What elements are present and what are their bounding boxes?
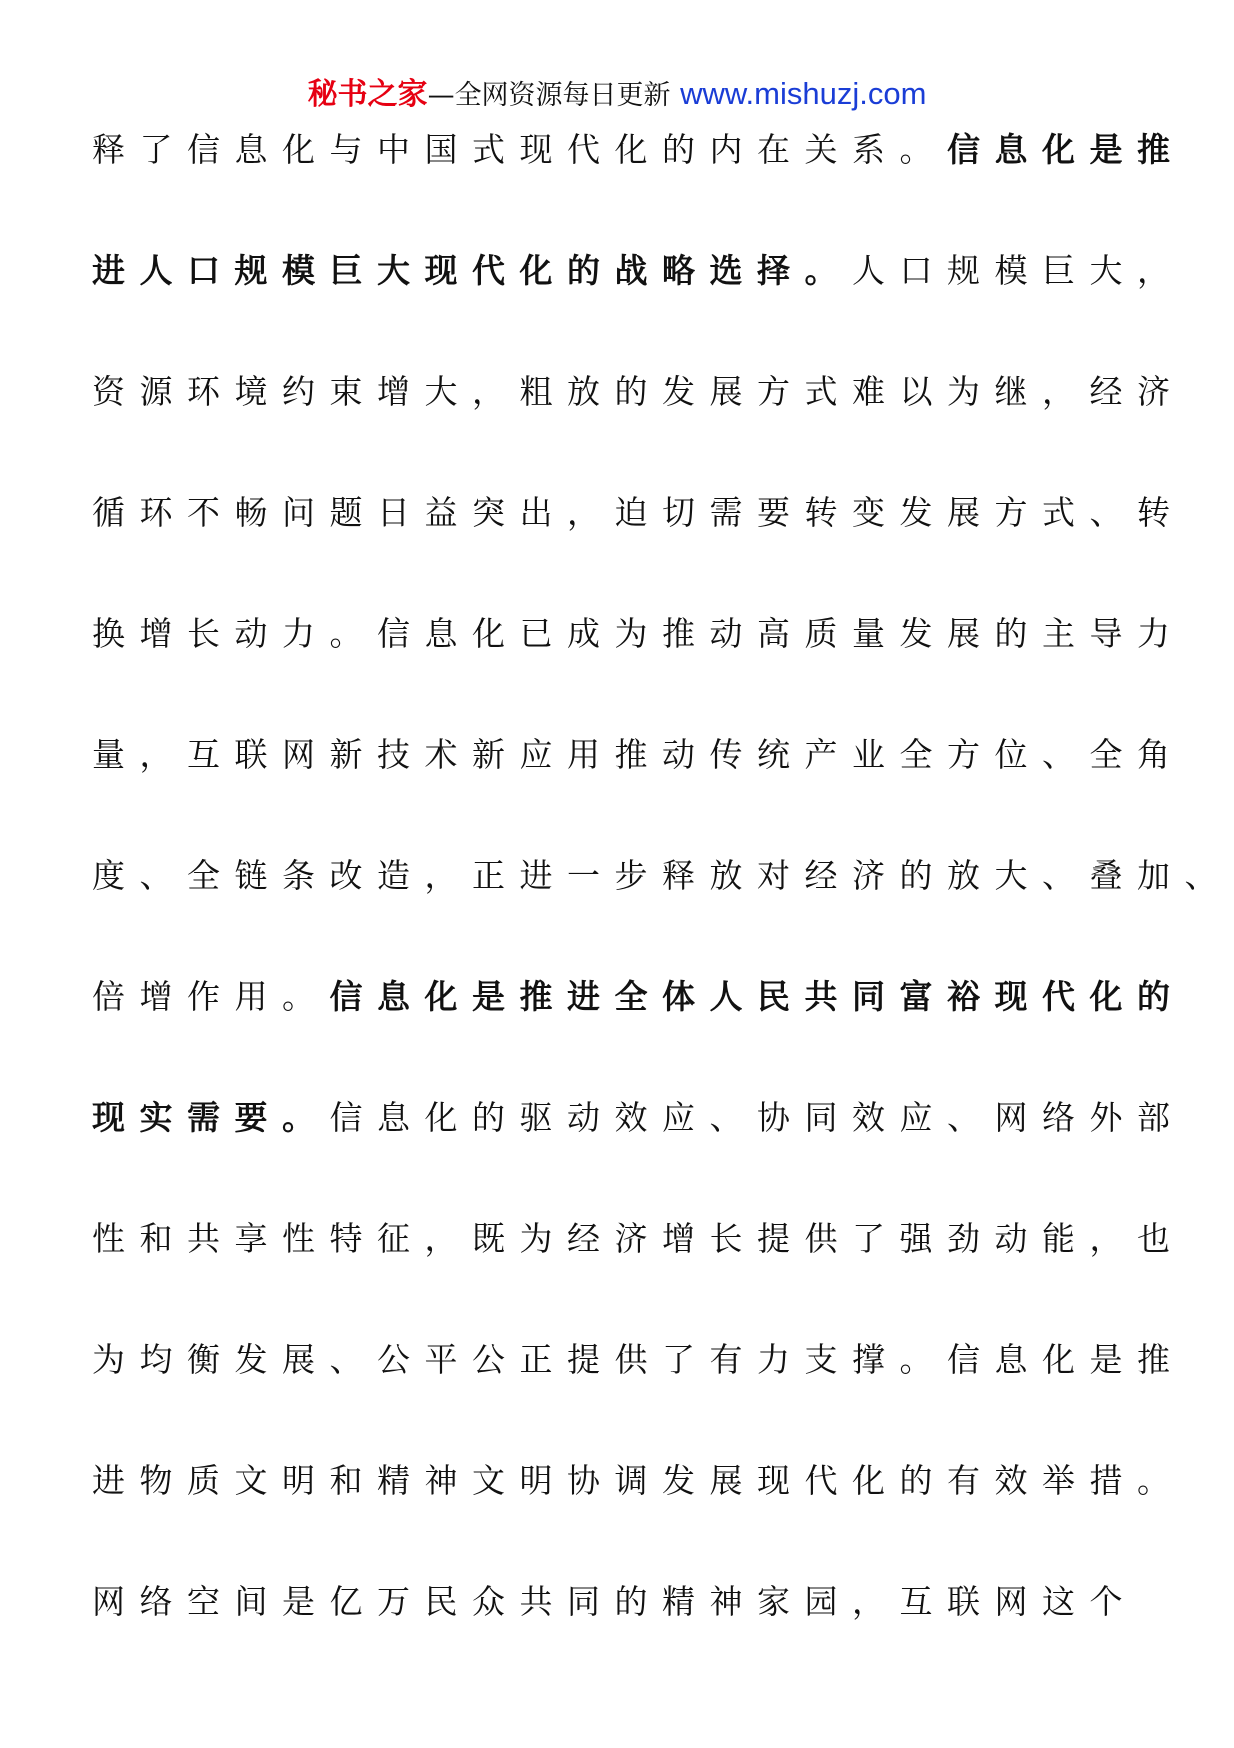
text-line — [92, 1088, 1185, 1209]
text-segment: 换增长动力。信息化已成为推动高质量发展的主导力 — [92, 614, 1185, 653]
text-line — [92, 1451, 1185, 1572]
text-line — [92, 120, 1185, 241]
text-line — [92, 846, 1232, 967]
text-segment: 循环不畅问题日益突出，迫切需要转变发展方式、转 — [92, 493, 1185, 532]
text-segment: 为均衡发展、公平公正提供了有力支撑。信息化是推 — [92, 1340, 1185, 1379]
text-line — [92, 362, 1185, 483]
text-segment: 量，互联网新技术新应用推动传统产业全方位、全角 — [92, 735, 1185, 774]
text-segment: 性和共享性特征，既为经济增长提供了强劲动能，也 — [92, 1219, 1185, 1258]
text-line — [92, 1209, 1185, 1330]
text-line — [92, 483, 1185, 604]
document-body — [92, 120, 1232, 1693]
text-segment: 资源环境约束增大，粗放的发展方式难以为继，经济 — [92, 372, 1185, 411]
text-segment: 人口规模巨大， — [852, 251, 1185, 290]
text-line — [92, 604, 1185, 725]
text-line — [92, 725, 1185, 846]
brand-name: 秘书之家 — [307, 77, 428, 112]
bold-text-segment: 信息化是推进全体人民共同富裕现代化的 — [329, 977, 1185, 1016]
text-segment: 倍增作用。 — [92, 977, 330, 1016]
bold-text-segment: 现实需要。 — [92, 1098, 330, 1137]
text-segment: 释了信息化与中国式现代化的内在关系。 — [92, 130, 947, 169]
text-segment: 信息化的驱动效应、协同效应、网络外部 — [329, 1098, 1185, 1137]
site-url: www.mishuzj.com — [680, 76, 927, 111]
text-segment: 度、全链条改造，正进一步释放对经济的放大、叠加、 — [92, 856, 1232, 895]
header-tagline: —全网资源每日更新 — [427, 80, 671, 111]
bold-text-segment: 信息化是推 — [947, 130, 1185, 169]
text-line — [92, 1330, 1185, 1451]
text-line — [92, 1572, 1172, 1693]
text-segment: 网络空间是亿万民众共同的精神家园，互联网这个 — [92, 1582, 1137, 1621]
bold-text-segment: 进人口规模巨大现代化的战略选择。 — [92, 251, 852, 290]
text-segment: 进物质文明和精神文明协调发展现代化的有效举措。 — [92, 1461, 1185, 1500]
site-header — [0, 72, 1234, 118]
text-line — [92, 967, 1185, 1088]
text-line — [92, 241, 1185, 362]
